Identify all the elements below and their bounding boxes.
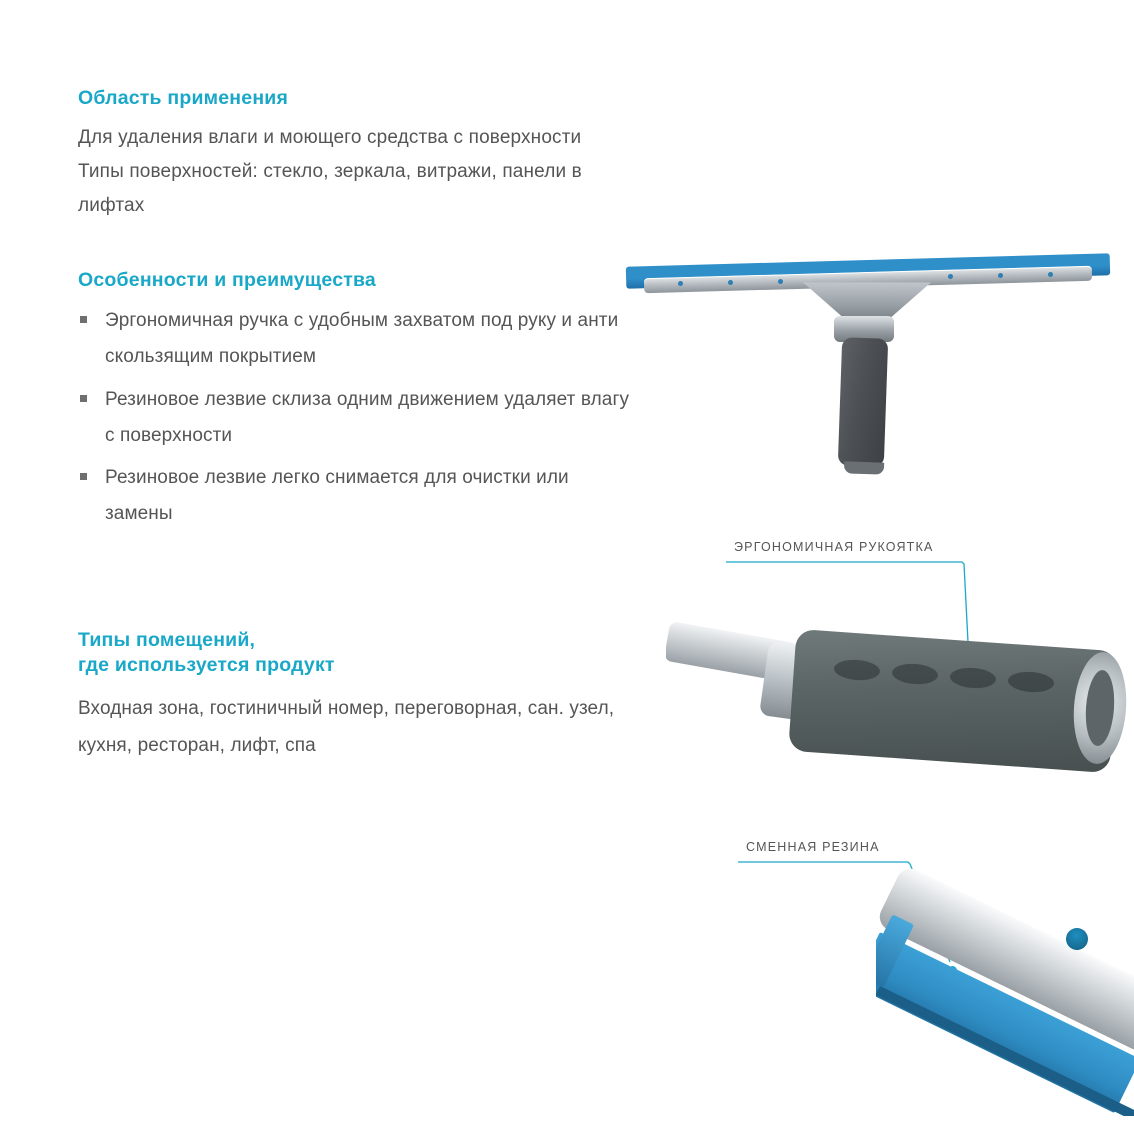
section-rooms [78,628,638,764]
list-item [78,382,638,453]
list-item [78,460,638,531]
section-application-line-2: Типы поверхностей: стекло, зеркала, витражи, панели в лифтах [78,160,582,216]
section-application [78,86,638,222]
list-item [78,303,638,374]
bullet-icon [80,316,87,323]
image-column [618,0,1134,1134]
feature-text: Резиновое лезвие склиза одним движением удаляет влагу с поверхности [105,388,630,446]
bullet-icon [80,395,87,402]
callout-label-handle: ЭРГОНОМИЧНАЯ РУКОЯТКА [734,540,934,554]
squeegee-grip-endcap [844,461,884,474]
handle-closeup-image [666,596,1134,796]
text-column [78,86,638,810]
section-features-heading: Особенности и преимущества [78,269,376,292]
section-features [78,268,638,531]
section-rooms-heading-line-1: Типы помещений, [78,628,256,651]
feature-text: Эргономичная ручка с удобным захватом под руку и анти скользящим покрытием [105,310,619,368]
feature-text: Резиновое лезвие легко снимается для очистки или замены [105,467,569,524]
blade-closeup-image [876,856,1134,1116]
section-application-heading: Область применения [78,87,289,109]
callout-label-blade: СМЕННАЯ РЕЗИНА [746,840,880,854]
squeegee-handle-grip [838,337,888,467]
section-rooms-heading [78,628,638,678]
section-rooms-heading-line-2: где используется продукт [78,653,335,676]
bullet-icon [80,473,87,480]
handle-rubber-body [788,629,1118,773]
features-list [78,303,638,531]
squeegee-product-image [618,240,1118,510]
section-application-line-1: Для удаления влаги и моющего средства с поверхности [78,126,582,148]
section-rooms-text: Входная зона, гостиничный номер, переговорная, сан. узел, кухня, ресторан, лифт, спа [78,697,615,756]
